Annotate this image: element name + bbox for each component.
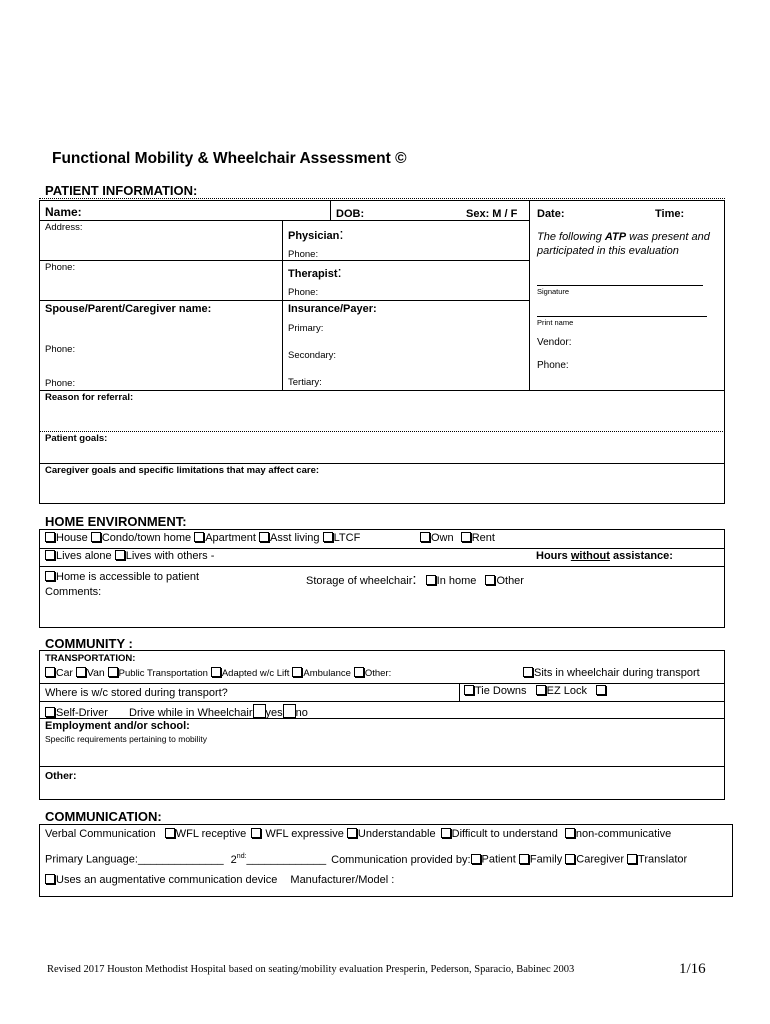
- insurance-label: Insurance/Payer:: [288, 303, 377, 315]
- address-label: Address:: [45, 222, 83, 233]
- asst-living-checkbox[interactable]: [259, 532, 269, 542]
- ambulance-checkbox[interactable]: [292, 667, 302, 677]
- caregiver-goals-label: Caregiver goals and specific limitations that may affect care:: [45, 465, 320, 476]
- transport-other-checkbox[interactable]: [354, 667, 364, 677]
- physician-label: Physician:: [288, 226, 344, 243]
- divider: [39, 198, 725, 199]
- specific-requirements-label: Specific requirements pertaining to mobility: [45, 734, 208, 744]
- accessible-row: Home is accessible to patient: [45, 571, 199, 583]
- storage-row: Storage of wheelchair: In home Other: [306, 571, 524, 588]
- vendor-label: Vendor:: [537, 337, 572, 348]
- provided-patient-checkbox[interactable]: [471, 854, 481, 864]
- public-transport-checkbox[interactable]: [108, 667, 118, 677]
- verbal-row: Verbal Communication WFL receptive WFL expressive Understandable Difficult to understand non-communicative: [45, 828, 672, 840]
- adapted-lift-checkbox[interactable]: [211, 667, 221, 677]
- provided-translator-checkbox[interactable]: [627, 854, 637, 864]
- tie-downs-checkbox[interactable]: [464, 685, 474, 695]
- atp-statement: The following ATP was present and participated in this evaluation: [537, 231, 710, 257]
- communication-heading: COMMUNICATION:: [45, 809, 162, 824]
- home-type-row: House Condo/town home Apartment Asst living LTCF: [45, 532, 360, 544]
- condo-checkbox[interactable]: [91, 532, 101, 542]
- time-label: Time:: [655, 208, 685, 220]
- employment-label: Employment and/or school:: [45, 720, 190, 732]
- car-checkbox[interactable]: [45, 667, 55, 677]
- patient-information-heading: PATIENT INFORMATION:: [45, 183, 198, 198]
- wc-stored-label: Where is w/c stored during transport?: [45, 687, 228, 699]
- spouse-label: Spouse/Parent/Caregiver name:: [45, 303, 212, 315]
- wfl-expressive-checkbox[interactable]: [251, 828, 261, 838]
- secondary-label: Secondary:: [288, 350, 337, 361]
- provided-family-checkbox[interactable]: [519, 854, 529, 864]
- vendor-phone-label: Phone:: [537, 360, 569, 371]
- lives-alone-checkbox[interactable]: [45, 550, 55, 560]
- phone-label: Phone:: [45, 262, 76, 273]
- ltcf-checkbox[interactable]: [323, 532, 333, 542]
- transport-row: Car Van Public Transportation Adapted w/c Lift Ambulance Other:: [45, 667, 391, 679]
- rent-checkbox[interactable]: [461, 532, 471, 542]
- securement-extra-checkbox[interactable]: [596, 685, 606, 695]
- primary-label: Primary:: [288, 323, 324, 334]
- ownership-row: Own Rent: [420, 532, 495, 544]
- dob-label: DOB:: [336, 208, 365, 220]
- storage-other-checkbox[interactable]: [485, 575, 495, 585]
- augmentative-checkbox[interactable]: [45, 874, 55, 884]
- page-title: Functional Mobility & Wheelchair Assessment ©: [52, 150, 407, 167]
- living-row: Lives alone Lives with others -: [45, 550, 214, 562]
- sits-in-wheelchair-checkbox[interactable]: [523, 667, 533, 677]
- physician-phone-label: Phone:: [288, 249, 319, 260]
- wfl-receptive-checkbox[interactable]: [165, 828, 175, 838]
- ez-lock-checkbox[interactable]: [536, 685, 546, 695]
- securement-row: Tie Downs EZ Lock: [464, 685, 607, 697]
- apartment-checkbox[interactable]: [194, 532, 204, 542]
- house-checkbox[interactable]: [45, 532, 55, 542]
- sex-label: Sex: M / F: [466, 208, 518, 220]
- reason-label: Reason for referral:: [45, 392, 134, 403]
- augmentative-row: Uses an augmentative communication device Manufacturer/Model :: [45, 874, 394, 886]
- own-checkbox[interactable]: [420, 532, 430, 542]
- spouse-phone2-label: Phone:: [45, 378, 76, 389]
- van-checkbox[interactable]: [76, 667, 86, 677]
- drive-no-checkbox[interactable]: [283, 704, 296, 718]
- footer-text: Revised 2017 Houston Methodist Hospital based on seating/mobility evaluation Presperin, Pederson, Sparacio, Babinec 2003: [47, 964, 575, 975]
- therapist-label: Therapist:: [288, 264, 342, 281]
- non-communicative-checkbox[interactable]: [565, 828, 575, 838]
- understandable-checkbox[interactable]: [347, 828, 357, 838]
- drive-yes-checkbox[interactable]: [253, 704, 266, 718]
- signature-label: Signature: [537, 287, 570, 296]
- page-number: 1/16: [679, 961, 706, 977]
- comments-label: Comments:: [45, 586, 102, 598]
- provided-caregiver-checkbox[interactable]: [565, 854, 575, 864]
- spouse-phone-label: Phone:: [45, 344, 76, 355]
- name-label: Name:: [45, 205, 82, 219]
- transportation-label: TRANSPORTATION:: [45, 653, 136, 664]
- therapist-phone-label: Phone:: [288, 287, 319, 298]
- self-driver-checkbox[interactable]: [45, 707, 55, 717]
- date-label: Date:: [537, 208, 565, 220]
- driver-row: Self-Driver Drive while in Wheelchair yes no: [45, 704, 308, 719]
- tertiary-label: Tertiary:: [288, 377, 322, 388]
- home-environment-heading: HOME ENVIRONMENT:: [45, 514, 187, 529]
- patient-goals-label: Patient goals:: [45, 433, 108, 444]
- in-home-checkbox[interactable]: [426, 575, 436, 585]
- language-row: Primary Language:______________ $2^{nd:}\_\_\_\_\_\_\_\_\_\_\_\_\_$ Communication provided by: Patient Family Caregiver Translator: [45, 853, 688, 866]
- difficult-checkbox[interactable]: [441, 828, 451, 838]
- community-heading: COMMUNITY :: [45, 636, 133, 651]
- accessible-checkbox[interactable]: [45, 571, 55, 581]
- lives-with-others-checkbox[interactable]: [115, 550, 125, 560]
- print-name-label: Print name: [537, 318, 574, 327]
- sits-row: Sits in wheelchair during transport: [523, 667, 700, 679]
- community-other-label: Other:: [45, 770, 77, 782]
- hours-without-assistance-label: Hours without assistance:: [536, 550, 673, 562]
